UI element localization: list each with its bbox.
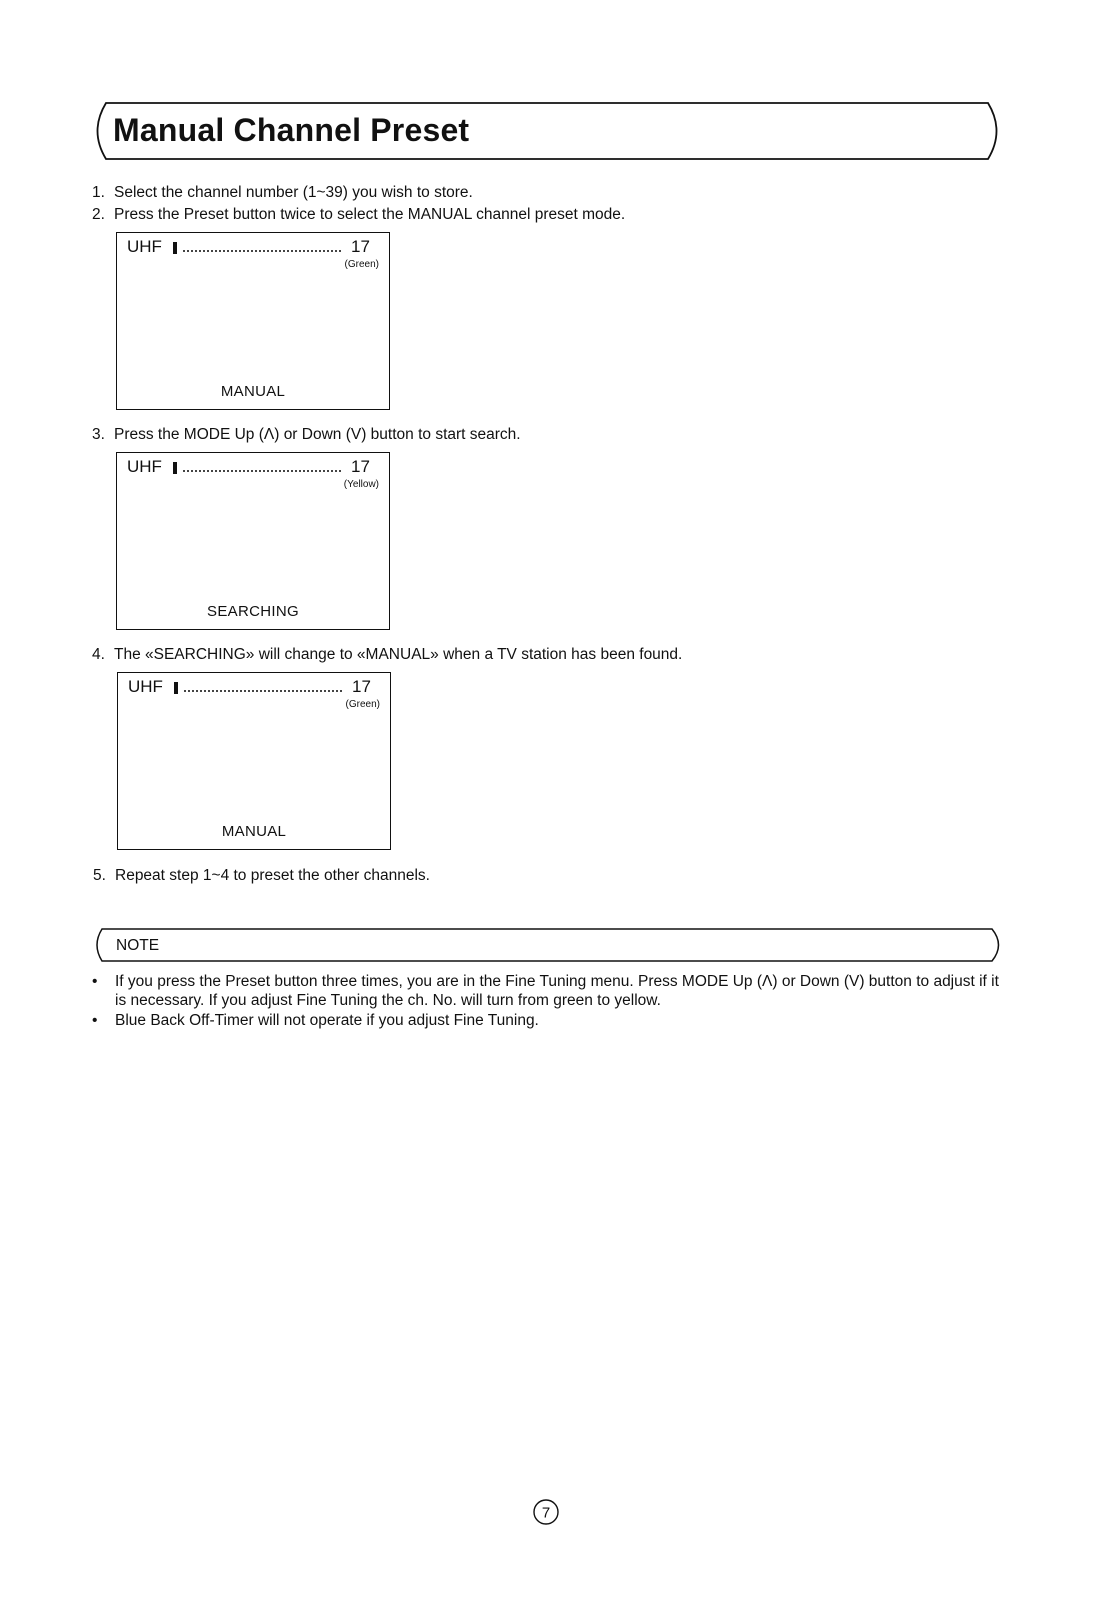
note-item-text: Blue Back Off-Timer will not operate if you adjust Fine Tuning.	[115, 1012, 539, 1029]
step-number: 4.	[92, 646, 105, 663]
page-number: 7	[541, 1504, 551, 1522]
step-3	[92, 425, 521, 445]
note-item	[92, 1011, 1007, 1031]
step-number: 5.	[93, 867, 106, 884]
step-4	[92, 645, 682, 665]
tv-screen-manual-found	[117, 672, 391, 850]
channel-color-label: (Green)	[345, 699, 380, 710]
page-title: Manual Channel Preset	[113, 112, 470, 148]
channel-number: 17	[352, 677, 371, 696]
dotted-leader	[183, 250, 341, 252]
note-item-text: If you press the Preset button three times, you are in the Fine Tuning menu. Press MODE Up (Λ) or Down (V) button to adjust if it is necessary. If you adjust Fine Tuning the ch. No. will turn from green to yellow.	[115, 973, 999, 1009]
band-label: UHF	[127, 457, 162, 476]
screen-status: MANUAL	[220, 383, 286, 400]
band-label: UHF	[128, 677, 163, 696]
step-number: 2.	[92, 206, 105, 223]
bullet-icon: •	[92, 1012, 98, 1029]
note-label: NOTE	[116, 937, 160, 954]
channel-number: 17	[351, 237, 370, 256]
step-text: Press the Preset button twice to select the MANUAL channel preset mode.	[114, 206, 626, 223]
step-number: 1.	[92, 184, 105, 201]
tv-screen-manual-green	[116, 232, 390, 410]
page-number-circle	[532, 1498, 560, 1526]
channel-color-label: (Green)	[344, 259, 379, 270]
cursor-block-icon	[173, 242, 177, 254]
bullet-icon: •	[92, 973, 98, 990]
cursor-block-icon	[174, 682, 178, 694]
channel-color-label: (Yellow)	[343, 479, 379, 490]
note-item	[92, 972, 1007, 1012]
screen-status: MANUAL	[221, 823, 287, 840]
step-2	[92, 205, 625, 225]
note-banner-frame	[92, 928, 1006, 962]
step-text: Repeat step 1~4 to preset the other channels.	[115, 867, 430, 884]
step-5	[93, 866, 430, 886]
cursor-block-icon	[173, 462, 177, 474]
step-number: 3.	[92, 426, 105, 443]
dotted-leader	[183, 470, 341, 472]
channel-number: 17	[351, 457, 370, 476]
tv-screen-searching-yellow	[116, 452, 390, 630]
band-label: UHF	[127, 237, 162, 256]
dotted-leader	[184, 690, 342, 692]
step-text: The «SEARCHING» will change to «MANUAL» when a TV station has been found.	[114, 646, 683, 663]
step-1	[92, 183, 473, 203]
step-text: Select the channel number (1~39) you wish to store.	[114, 184, 473, 201]
step-text: Press the MODE Up (Λ) or Down (V) button to start search.	[114, 426, 521, 443]
screen-status: SEARCHING	[207, 603, 299, 620]
